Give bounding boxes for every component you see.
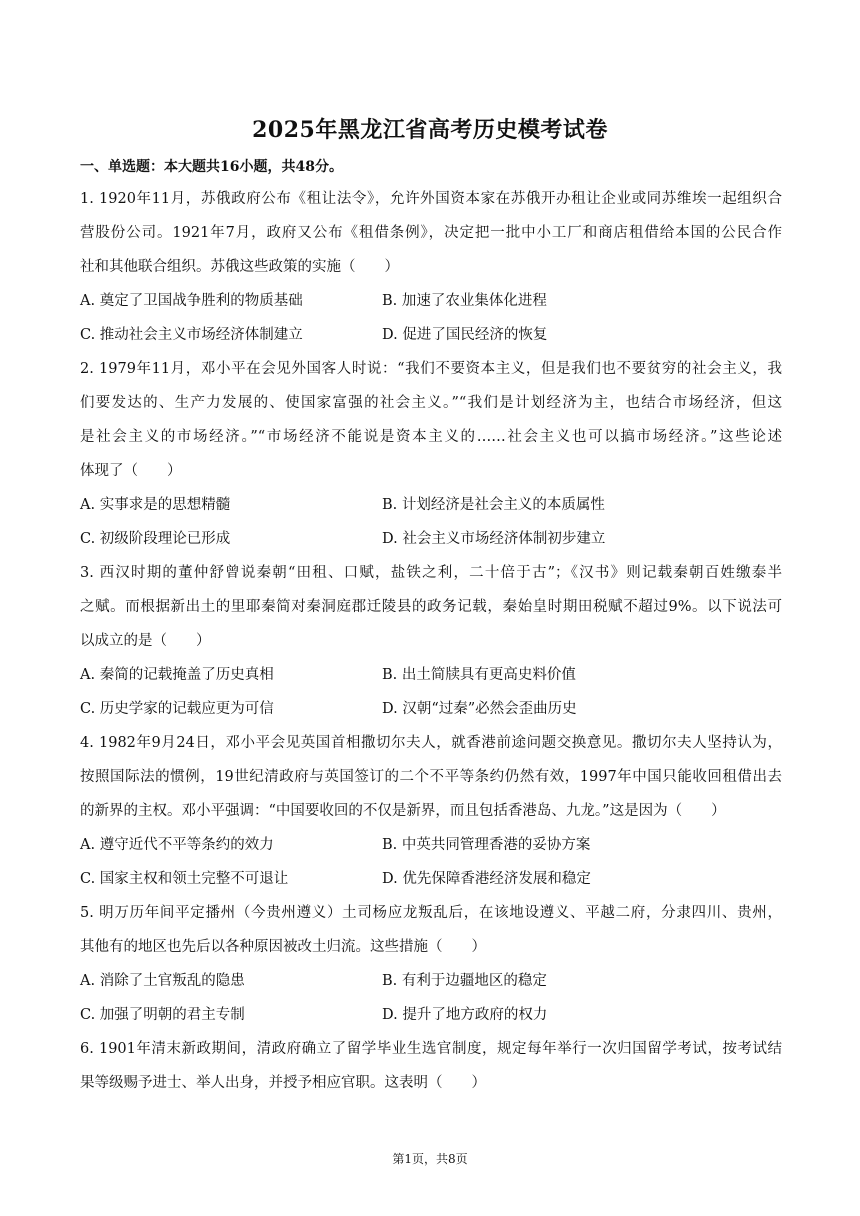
question-3-option-c: C. 历史学家的记载应更为可信: [80, 701, 274, 717]
question-4-line-2: 按照国际法的惯例，19世纪清政府与英国签订的二个不平等条约仍然有效，1997年中国只能收回租借出去: [80, 769, 782, 785]
question-1-option-b: B. 加速了农业集体化进程: [382, 293, 547, 309]
question-4-option-c: C. 国家主权和领土完整不可退让: [80, 871, 289, 887]
question-4-line-1: 4. 1982年9月24日，邓小平会见英国首相撒切尔夫人，就香港前途问题交换意见。撒切尔夫人坚持认为，: [80, 735, 782, 751]
question-2-option-c: C. 初级阶段理论已形成: [80, 531, 231, 547]
question-3-option-d: D. 汉朝“过秦”必然会歪曲历史: [382, 701, 577, 717]
question-4-option-d: D. 优先保障香港经济发展和稳定: [382, 871, 591, 887]
question-1-option-c: C. 推动社会主义市场经济体制建立: [80, 327, 303, 343]
question-2-line-2: 们要发达的、生产力发展的、使国家富强的社会主义。”“我们是计划经济为主，也结合市场经济，但这: [80, 395, 782, 411]
question-5-option-a: A. 消除了土官叛乱的隐患: [80, 973, 245, 989]
question-4-option-b: B. 中英共同管理香港的妥协方案: [382, 837, 591, 853]
question-2-line-3: 是社会主义的市场经济。”“市场经济不能说是资本主义的……社会主义也可以搞市场经济。”这些论述: [80, 429, 782, 445]
question-5-option-c: C. 加强了明朝的君主专制: [80, 1007, 245, 1023]
question-6-line-1: 6. 1901年清末新政期间，清政府确立了留学毕业生选官制度，规定每年举行一次归国留学考试，按考试结: [80, 1041, 782, 1057]
section-heading: 一、单选题：本大题共16小题，共48分。: [80, 159, 343, 175]
question-1-option-a: A. 奠定了卫国战争胜利的物质基础: [80, 293, 303, 309]
question-6-line-2: 果等级赐予进士、举人出身，并授予相应官职。这表明（ ）: [80, 1075, 486, 1091]
question-3-line-3: 以成立的是（ ）: [80, 633, 211, 649]
question-3-line-1: 3. 西汉时期的董仲舒曾说秦朝“田租、口赋，盐铁之利，二十倍于古”；《汉书》则记载秦朝百姓缴泰半: [80, 565, 782, 581]
question-2-option-b: B. 计划经济是社会主义的本质属性: [382, 497, 605, 513]
question-5-option-b: B. 有利于边疆地区的稳定: [382, 973, 547, 989]
question-2-option-d: D. 社会主义市场经济体制初步建立: [382, 531, 606, 547]
question-3-line-2: 之赋。而根据新出土的里耶秦简对秦洞庭郡迁陵县的政务记载，秦始皇时期田税赋不超过9%。以下说法可: [80, 599, 782, 615]
question-1-line-1: 1. 1920年11月，苏俄政府公布《租让法令》，允许外国资本家在苏俄开办租让企业或同苏维埃一起组织合: [80, 191, 782, 207]
question-4-line-3: 的新界的主权。邓小平强调：“中国要收回的不仅是新界，而且包括香港岛、九龙。”这是因为（ ）: [80, 803, 726, 819]
question-4-option-a: A. 遵守近代不平等条约的效力: [80, 837, 274, 853]
question-1-line-2: 营股份公司。1921年7月，政府又公布《租借条例》，决定把一批中小工厂和商店租借给本国的公民合作: [80, 225, 782, 241]
question-1-option-d: D. 促进了国民经济的恢复: [382, 327, 548, 343]
page-footer: 第1页，共8页: [392, 1152, 468, 1166]
question-5-option-d: D. 提升了地方政府的权力: [382, 1007, 548, 1023]
question-2-option-a: A. 实事求是的思想精髓: [80, 497, 231, 513]
page-title: 2025年黑龙江省高考历史模考试卷: [252, 117, 608, 143]
question-3-option-b: B. 出土简牍具有更高史料价值: [382, 667, 576, 683]
question-1-line-3: 社和其他联合组织。苏俄这些政策的实施（ ）: [80, 259, 399, 275]
question-3-option-a: A. 秦简的记载掩盖了历史真相: [80, 667, 274, 683]
question-2-line-4: 体现了（ ）: [80, 463, 182, 479]
question-5-line-1: 5. 明万历年间平定播州（今贵州遵义）土司杨应龙叛乱后，在该地设遵义、平越二府，分隶四川、贵州，: [80, 905, 782, 921]
question-2-line-1: 2. 1979年11月，邓小平在会见外国客人时说：“我们不要资本主义，但是我们也不要贫穷的社会主义，我: [80, 361, 782, 377]
question-5-line-2: 其他有的地区也先后以各种原因被改土归流。这些措施（ ）: [80, 939, 486, 955]
